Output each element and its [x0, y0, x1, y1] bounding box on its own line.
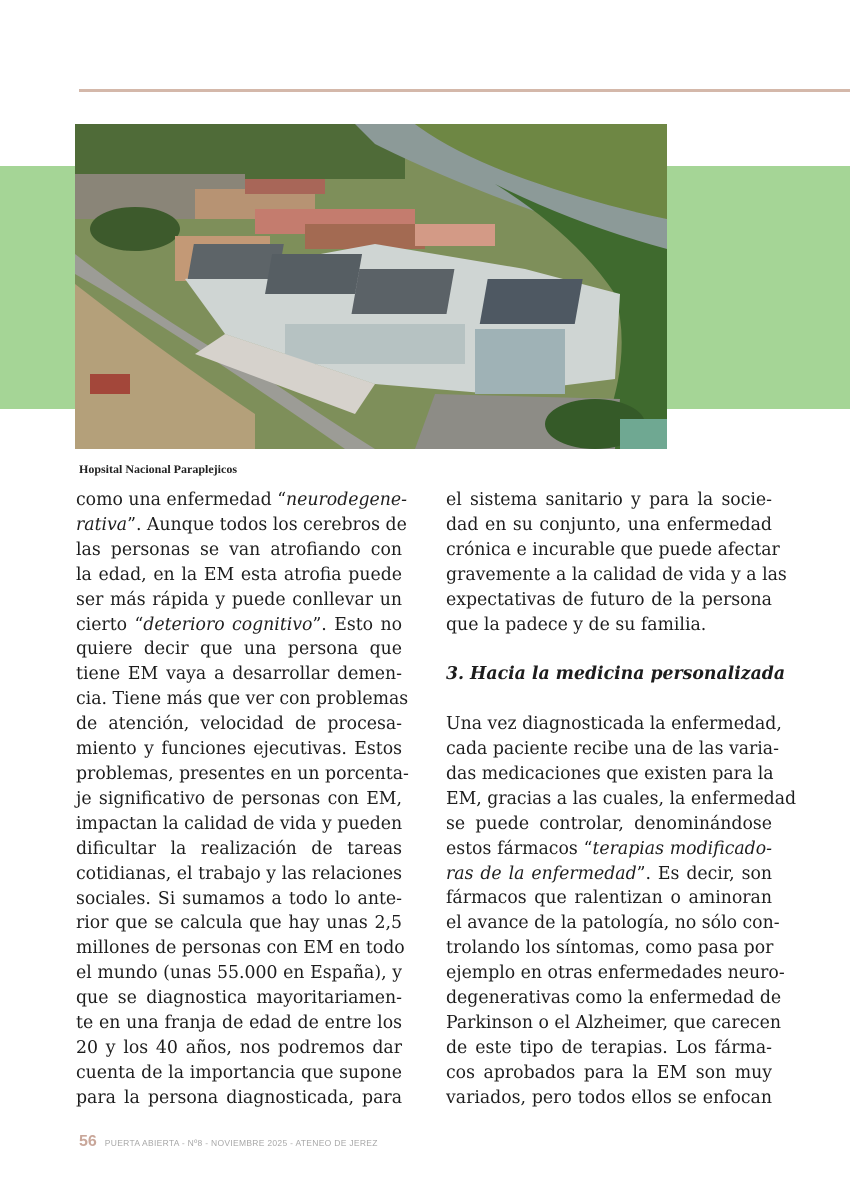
section-heading: 3. Hacia la medicina personalizada [446, 664, 786, 685]
page-footer [79, 1133, 378, 1151]
text-line: 20 y los 40 años, nos podremos dar [76, 1037, 402, 1058]
text-line: variados, pero todos ellos se enfocan [446, 1087, 772, 1108]
text-line: ras de la enfermedad”. Es decir, son [446, 863, 772, 884]
text-line: dad en su conjunto, una enfermedad [446, 514, 772, 535]
italic-text: terapias modificado- [592, 838, 772, 859]
text-line: que la padece y de su familia. [446, 614, 707, 635]
text-line: Una vez diagnosticada la enfermedad, [446, 714, 782, 735]
paragraph [446, 712, 797, 1111]
page-number: 56 [79, 1133, 97, 1150]
text-line: cia. Tiene más que ver con problemas [76, 689, 409, 710]
text-line: se puede controlar, denominándose [446, 813, 772, 834]
text-line: cotidianas, el trabajo y las relaciones [76, 863, 402, 884]
text-line: cos aprobados para la EM son muy [446, 1062, 772, 1083]
paragraph [446, 488, 787, 637]
text-line: de este tipo de terapias. Los fárma- [446, 1037, 772, 1058]
text-line: problemas, presentes en un porcenta- [76, 763, 409, 784]
text-line: impactan la calidad de vida y pueden [76, 813, 403, 834]
text-line: fármacos que ralentizan o aminoran [446, 888, 772, 909]
text-line: quiere decir que una persona que [76, 639, 402, 660]
text-line: de atención, velocidad de procesa- [76, 714, 402, 735]
text-line: que se diagnostica mayoritariamen- [76, 988, 402, 1009]
text-line: el mundo (unas 55.000 en España), y [76, 963, 402, 984]
text-line: cada paciente recibe una de las varia- [446, 739, 779, 760]
text-line: crónica e incurable que puede afectar [446, 539, 780, 560]
text-line: degenerativas como la enfermedad de [446, 988, 782, 1009]
text-line: para la persona diagnosticada, para [76, 1087, 402, 1108]
text-line: el avance de la patología, no sólo con- [446, 913, 780, 934]
hospital-aerial-photo [75, 124, 667, 449]
text-line: cierto “deterioro cognitivo”. Esto no [76, 614, 402, 635]
text-line: ser más rápida y puede conllevar un [76, 589, 402, 610]
text-line: tiene EM vaya a desarrollar demen- [76, 664, 402, 685]
right-column [446, 488, 797, 1111]
text-line: millones de personas con EM en todo [76, 938, 405, 959]
text-line: sociales. Si sumamos a todo lo ante- [76, 888, 402, 909]
text-line: el sistema sanitario y para la socie- [446, 490, 772, 510]
italic-text: neurodegene- [286, 490, 407, 510]
paragraph-gap [446, 637, 772, 662]
text-line: te en una franja de edad de entre los [76, 1013, 402, 1034]
italic-text: deterioro cognitivo [143, 614, 313, 635]
text-line: las personas se van atrofiando con [76, 539, 402, 560]
text-line: EM, gracias a las cuales, la enfermedad [446, 788, 797, 809]
left-column [76, 488, 409, 1111]
text-line: cuenta de la importancia que supone [76, 1062, 402, 1083]
paragraph-gap [446, 687, 772, 712]
top-rule [79, 89, 850, 92]
text-line: trolando los síntomas, como pasa por [446, 938, 774, 959]
text-line: estos fármacos “terapias modificado- [446, 838, 772, 859]
text-line: expectativas de futuro de la persona [446, 589, 772, 610]
italic-text: rativa [76, 514, 128, 535]
text-line: miento y funciones ejecutivas. Estos [76, 739, 402, 760]
text-line: gravemente a la calidad de vida y a las [446, 564, 787, 585]
text-line: la edad, en la EM esta atrofia puede [76, 564, 402, 585]
text-line: das medicaciones que existen para la [446, 763, 774, 784]
italic-text: ras de la enfermedad [446, 863, 637, 884]
publication-info: PUERTA ABIERTA - Nº8 - NOVIEMBRE 2025 - ATENEO DE JEREZ [104, 1138, 378, 1148]
text-line: je significativo de personas con EM, [76, 788, 402, 809]
text-line: rativa”. Aunque todos los cerebros de [76, 514, 407, 535]
text-line: dificultar la realización de tareas [76, 838, 402, 859]
text-line: ejemplo en otras enfermedades neuro- [446, 963, 785, 984]
text-line: como una enfermedad “neurodegene- [76, 490, 407, 510]
photo-caption: Hopsital Nacional Paraplejicos [79, 462, 237, 476]
text-line: Parkinson o el Alzheimer, que carecen [446, 1013, 781, 1033]
text-line: rior que se calcula que hay unas 2,5 [76, 913, 402, 934]
